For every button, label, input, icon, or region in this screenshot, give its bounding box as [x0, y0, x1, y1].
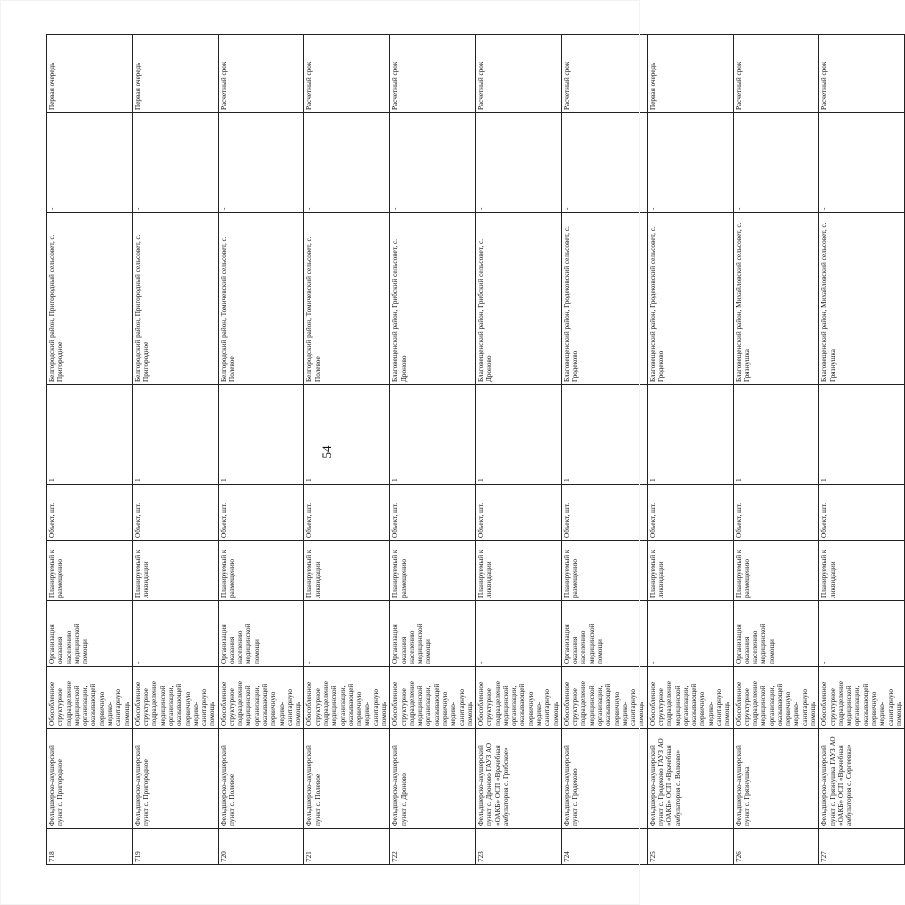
cell-zone: - [390, 113, 476, 213]
cell-status: Планируемый к ликвидации [132, 541, 218, 601]
cell-purpose: Организация оказания населению медицинской помощи [390, 601, 476, 667]
cell-structure-type: Обособленное структурное подразделение медицинской организации, оказывающей первичную медико-санитарную помощь [476, 667, 562, 729]
cell-number: 719 [132, 829, 218, 865]
cell-structure-type: Обособленное структурное подразделение медицинской организации, оказывающей первичную медико-санитарную помощь [733, 667, 819, 729]
cell-number: 718 [47, 829, 133, 865]
cell-quantity: 1 [733, 385, 819, 485]
cell-purpose: - [304, 601, 390, 667]
cell-quantity: 1 [218, 385, 304, 485]
cell-term: Расчетный срок [476, 35, 562, 113]
cell-unit: Объект, шт. [132, 485, 218, 541]
cell-unit: Объект, шт. [47, 485, 133, 541]
cell-quantity: 1 [132, 385, 218, 485]
cell-zone: - [733, 113, 819, 213]
cell-zone: - [476, 113, 562, 213]
cell-zone: - [647, 113, 733, 213]
cell-term: Расчетный срок [218, 35, 304, 113]
cell-status: Планируемый к ликвидации [304, 541, 390, 601]
cell-status: Планируемый к размещению [733, 541, 819, 601]
cell-location: Благовещенский район, Михайловский сельсовет, с. Грязнушка [819, 213, 905, 385]
cell-location: Благовещенский район, Гродековский сельсовет, с. Гродеково [647, 213, 733, 385]
cell-facility-name: Фельдшерско-акушерский пункт с. Гродеково ГАУЗ АО «ОАКБ» ОСП «Врачебная амбулатория с. Волково» [647, 729, 733, 829]
table-row [819, 35, 905, 865]
cell-zone: - [304, 113, 390, 213]
cell-zone: - [561, 113, 647, 213]
cell-facility-name: Фельдшерско-акушерский пункт с. Полевое [304, 729, 390, 829]
cell-number: 724 [561, 829, 647, 865]
cell-zone: - [132, 113, 218, 213]
cell-quantity: 1 [47, 385, 133, 485]
cell-quantity: 1 [304, 385, 390, 485]
cell-location: Благовещенский район, Грибский сельсовет, с. Дроново [476, 213, 562, 385]
cell-location: Белгородский район, Пригородный сельсовет, с. Пригородное [132, 213, 218, 385]
cell-quantity: 1 [647, 385, 733, 485]
table-row [218, 35, 304, 865]
cell-term: Первая очередь [647, 35, 733, 113]
cell-status: Планируемый к ликвидации [819, 541, 905, 601]
cell-facility-name: Фельдшерско-акушерский пункт с. Гродеково [561, 729, 647, 829]
cell-number: 720 [218, 829, 304, 865]
cell-quantity: 1 [476, 385, 562, 485]
cell-zone: - [819, 113, 905, 213]
cell-term: Расчетный срок [819, 35, 905, 113]
cell-unit: Объект, шт. [647, 485, 733, 541]
page-number: 54 [319, 445, 334, 459]
cell-location: Белгородский район, Томичевский сельсовет, с. Полевое [218, 213, 304, 385]
cell-purpose: Организация оказания населению медицинской помощи [561, 601, 647, 667]
table-row [733, 35, 819, 865]
table-body [47, 35, 905, 865]
cell-term: Первая очередь [132, 35, 218, 113]
cell-number: 722 [390, 829, 476, 865]
cell-term: Расчетный срок [733, 35, 819, 113]
cell-unit: Объект, шт. [304, 485, 390, 541]
cell-structure-type: Обособленное структурное подразделение медицинской организации, оказывающей первичную медико-санитарную помощь [819, 667, 905, 729]
cell-purpose: - [647, 601, 733, 667]
cell-location: Благовещенский район, Гродековский сельсовет, с. Гродеково [561, 213, 647, 385]
cell-quantity: 1 [561, 385, 647, 485]
cell-purpose: Организация оказания населению медицинской помощи [733, 601, 819, 667]
cell-unit: Объект, шт. [733, 485, 819, 541]
cell-structure-type: Обособленное структурное подразделение медицинской организации, оказывающей первичную медико-санитарную помощь [647, 667, 733, 729]
cell-number: 721 [304, 829, 390, 865]
table-row [476, 35, 562, 865]
cell-structure-type: Обособленное структурное подразделение медицинской организации, оказывающей первичную медико-санитарную помощь [218, 667, 304, 729]
cell-unit: Объект, шт. [561, 485, 647, 541]
cell-purpose: - [476, 601, 562, 667]
cell-zone: - [218, 113, 304, 213]
cell-status: Планируемый к размещению [390, 541, 476, 601]
table-row [647, 35, 733, 865]
table-row [304, 35, 390, 865]
cell-facility-name: Фельдшерско-акушерский пункт с. Грязнушка ГАУЗ АО «ОАКБ» ОСП «Врачебная амбулатория с. Сергеевка» [819, 729, 905, 829]
facilities-table [46, 34, 905, 865]
cell-structure-type: Обособленное структурное подразделение медицинской организации, оказывающей первичную медико-санитарную помощь [47, 667, 133, 729]
cell-term: Расчетный срок [304, 35, 390, 113]
cell-number: 726 [733, 829, 819, 865]
cell-term: Расчетный срок [561, 35, 647, 113]
cell-purpose: Организация оказания населению медицинской помощи [47, 601, 133, 667]
cell-status: Планируемый к размещению [561, 541, 647, 601]
table-row [561, 35, 647, 865]
cell-term: Расчетный срок [390, 35, 476, 113]
cell-status: Планируемый к ликвидации [476, 541, 562, 601]
table-row [47, 35, 133, 865]
cell-structure-type: Обособленное структурное подразделение медицинской организации, оказывающей первичную медико-санитарную помощь [390, 667, 476, 729]
cell-structure-type: Обособленное структурное подразделение медицинской организации, оказывающей первичную медико-санитарную помощь [132, 667, 218, 729]
cell-location: Благовещенский район, Грибский сельсовет, с. Дроново [390, 213, 476, 385]
cell-quantity: 1 [819, 385, 905, 485]
cell-facility-name: Фельдшерско-акушерский пункт с. Дроново ГАУЗ АО «ОАКБ» ОСП «Врачебная амбулатория с. Грибское» [476, 729, 562, 829]
table-row [390, 35, 476, 865]
cell-facility-name: Фельдшерско-акушерский пункт с. Полевое [218, 729, 304, 829]
cell-unit: Объект, шт. [390, 485, 476, 541]
cell-purpose: - [132, 601, 218, 667]
cell-unit: Объект, шт. [476, 485, 562, 541]
cell-structure-type: Обособленное структурное подразделение медицинской организации, оказывающей первичную медико-санитарную помощь [561, 667, 647, 729]
cell-status: Планируемый к ликвидации [647, 541, 733, 601]
cell-location: Белгородский район, Пригородный сельсовет, с. Пригородное [47, 213, 133, 385]
cell-facility-name: Фельдшерско-акушерский пункт с. Пригородное [132, 729, 218, 829]
rotated-table-container [46, 35, 903, 865]
cell-status: Планируемый к размещению [218, 541, 304, 601]
cell-location: Благовещенский район, Михайловский сельсовет, с. Грязнушка [733, 213, 819, 385]
cell-status: Планируемый к размещению [47, 541, 133, 601]
cell-unit: Объект, шт. [819, 485, 905, 541]
cell-location: Белгородский район, Томичевский сельсовет, с. Полевое [304, 213, 390, 385]
cell-facility-name: Фельдшерско-акушерский пункт с. Дроново [390, 729, 476, 829]
cell-purpose: Организация оказания населению медицинской помощи [218, 601, 304, 667]
cell-number: 725 [647, 829, 733, 865]
cell-number: 727 [819, 829, 905, 865]
cell-structure-type: Обособленное структурное подразделение медицинской организации, оказывающей первичную медико-санитарную помощь [304, 667, 390, 729]
cell-number: 723 [476, 829, 562, 865]
cell-zone: - [47, 113, 133, 213]
cell-unit: Объект, шт. [218, 485, 304, 541]
cell-facility-name: Фельдшерско-акушерский пункт с. Грязнушка [733, 729, 819, 829]
cell-purpose: - [819, 601, 905, 667]
cell-quantity: 1 [390, 385, 476, 485]
cell-facility-name: Фельдшерско-акушерский пункт с. Пригородное [47, 729, 133, 829]
cell-term: Первая очередь [47, 35, 133, 113]
table-row [132, 35, 218, 865]
